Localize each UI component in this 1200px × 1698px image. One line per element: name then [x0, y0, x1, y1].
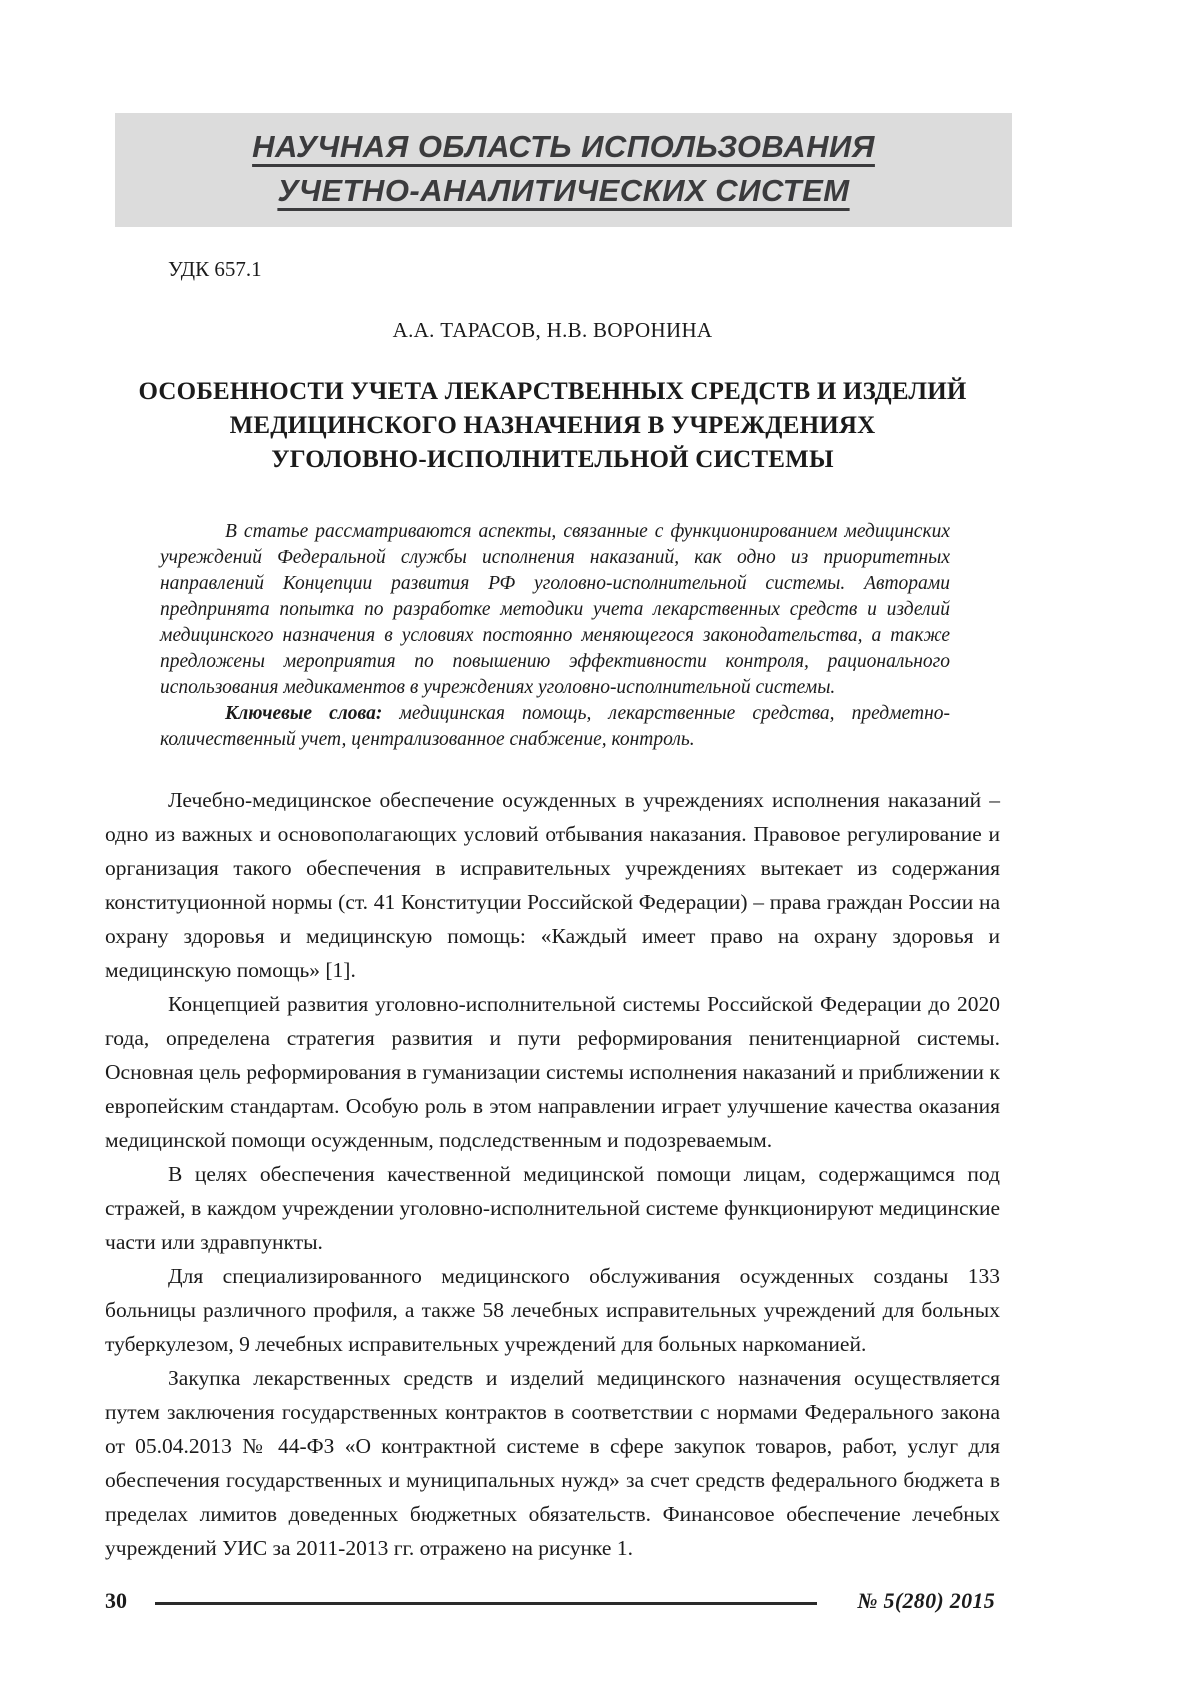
- body-paragraph-1: Лечебно-медицинское обеспечение осужденных в учреждениях исполнения наказаний – одно из важных и основополагающих условий отбывания наказания. Правовое регулирование и организация такого обеспечения в исправительных учреждениях вытекает из содержания конституционной нормы (ст. 41 Конституции Российской Федерации) – права граждан России на охрану здоровья и медицинскую помощь: «Каждый имеет право на охрану здоровья и медицинскую помощь» [1].: [105, 788, 1000, 982]
- abstract-block: [160, 519, 950, 753]
- journal-issue: № 5(280) 2015: [857, 1588, 995, 1613]
- article-title: [105, 375, 1000, 477]
- abstract-text: В статье рассматриваются аспекты, связанные с функционированием медицинских учреждений Федеральной службы исполнения наказаний, как одно из приоритетных направлений Концепции развития РФ уголовно-исполнительной системы. Авторами предпринята попытка по разработке методики учета лекарственных средств и изделий медицинского назначения в условиях постоянно меняющегося законодательства, а также предложены мероприятия по повышению эффективности контроля, рационального использования медикаментов в учреждениях уголовно-исполнительной системы.: [160, 521, 950, 698]
- keywords-label: Ключевые слова:: [225, 703, 383, 724]
- article-body: [105, 783, 1000, 1565]
- keywords-text: медицинская помощь, лекарственные средства, предметно-количественный учет, централизованное снабжение, контроль.: [160, 703, 950, 750]
- footer-rule: [155, 1602, 817, 1605]
- keywords-paragraph: [160, 701, 950, 753]
- section-banner-line-1: [125, 125, 1002, 169]
- section-banner-text-1: НАУЧНАЯ ОБЛАСТЬ ИСПОЛЬЗОВАНИЯ: [252, 129, 875, 164]
- article-title-line-1: ОСОБЕННОСТИ УЧЕТА ЛЕКАРСТВЕННЫХ СРЕДСТВ И ИЗДЕЛИЙ: [138, 378, 967, 405]
- page-number: 30: [105, 1588, 127, 1613]
- section-banner-line-2: [125, 169, 1002, 213]
- udc-code: УДК 657.1: [168, 257, 262, 281]
- article-title-line-2: МЕДИЦИНСКОГО НАЗНАЧЕНИЯ В УЧРЕЖДЕНИЯХ: [229, 412, 876, 439]
- section-banner: [115, 113, 1012, 227]
- authors-line: А.А. ТАРАСОВ, Н.В. ВОРОНИНА: [392, 318, 713, 342]
- body-paragraph-4: Для специализированного медицинского обслуживания осужденных созданы 133 больницы различного профиля, а также 58 лечебных исправительных учреждений для больных туберкулезом, 9 лечебных исправительных учреждений для больных наркоманией.: [105, 1264, 1000, 1356]
- body-paragraph-5: Закупка лекарственных средств и изделий медицинского назначения осуществляется путем заключения государственных контрактов в соответствии с нормами Федерального закона от 05.04.2013 № 44-ФЗ «О контрактной системе в сфере закупок товаров, работ, услуг для обеспечения государственных и муниципальных нужд» за счет средств федерального бюджета в пределах лимитов доведенных бюджетных обязательств. Финансовое обеспечение лечебных учреждений УИС за 2011-2013 гг. отражено на рисунке 1.: [105, 1366, 1000, 1560]
- page-footer: [105, 1588, 995, 1614]
- body-paragraph-2: Концепцией развития уголовно-исполнительной системы Российской Федерации до 2020 года, определена стратегия развития и пути реформирования пенитенциарной системы. Основная цель реформирования в гуманизации системы исполнения наказаний и приближении к европейским стандартам. Особую роль в этом направлении играет улучшение качества оказания медицинской помощи осужденным, подследственным и подозреваемым.: [105, 992, 1000, 1152]
- section-banner-text-2: УЧЕТНО-АНАЛИТИЧЕСКИХ СИСТЕМ: [277, 173, 850, 208]
- article-title-line-3: УГОЛОВНО-ИСПОЛНИТЕЛЬНОЙ СИСТЕМЫ: [271, 446, 834, 473]
- body-paragraph-3: В целях обеспечения качественной медицинской помощи лицам, содержащимся под стражей, в каждом учреждении уголовно-исполнительной системе функционируют медицинские части или здравпункты.: [105, 1162, 1000, 1254]
